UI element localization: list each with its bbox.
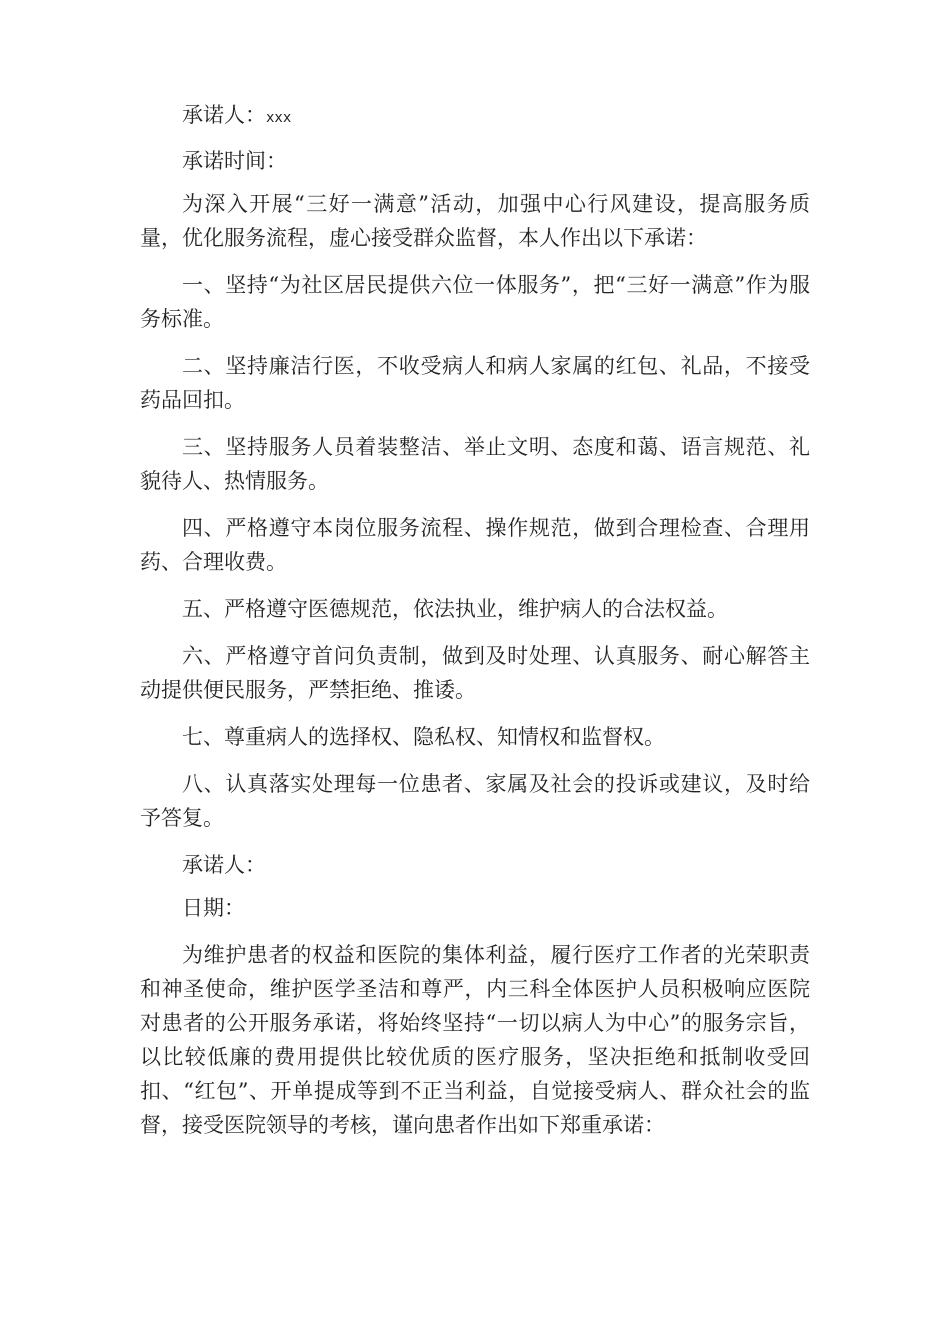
footer-date-line: 日期： <box>182 896 245 920</box>
document-body <box>140 98 810 1155</box>
second-intro-paragraph: 为维护患者的权益和医院的集体利益，履行医疗工作者的光荣职责和神圣使命，维护医学圣洁和尊严，内三科全体医护人员积极响应医院对患者的公开服务承诺，将始终坚持“一切以病人为中心”的服务宗旨，以比较低廉的费用提供比较优质的医疗服务，坚决拒绝和抵制收受回扣、“红包”、开单提成等到不正当利益，自觉接受病人、群众社会的监督，接受医院领导的考核，谨向患者作出如下郑重承诺： <box>140 943 810 1137</box>
signer-line <box>140 98 810 135</box>
commitment-time-line: 承诺时间： <box>182 149 287 173</box>
footer-signer-line: 承诺人： <box>182 853 266 877</box>
signer-value: xxx <box>266 110 292 126</box>
commitment-item-7: 七、尊重病人的选择权、隐私权、知情权和监督权。 <box>182 725 665 749</box>
commitment-item-2: 二、坚持廉洁行医，不收受病人和病人家属的红包、礼品，不接受药品回扣。 <box>140 354 810 412</box>
signer-label: 承诺人： <box>182 103 266 127</box>
commitment-item-5: 五、严格遵守医德规范，依法执业，维护病人的合法权益。 <box>182 597 728 621</box>
intro-paragraph: 为深入开展“三好一满意”活动，加强中心行风建设，提高服务质量，优化服务流程，虚心接受群众监督，本人作出以下承诺： <box>140 192 810 250</box>
commitment-item-6: 六、严格遵守首问负责制，做到及时处理、认真服务、耐心解答主动提供便民服务，严禁拒绝、推诿。 <box>140 644 810 702</box>
commitment-item-1: 一、坚持“为社区居民提供六位一体服务”，把“三好一满意”作为服务标准。 <box>140 273 810 331</box>
commitment-item-3: 三、坚持服务人员着装整洁、举止文明、态度和蔼、语言规范、礼貌待人、热情服务。 <box>140 435 810 493</box>
commitment-item-8: 八、认真落实处理每一位患者、家属及社会的投诉或建议，及时给予答复。 <box>140 772 810 830</box>
commitment-item-4: 四、严格遵守本岗位服务流程、操作规范，做到合理检查、合理用药、合理收费。 <box>140 516 810 574</box>
